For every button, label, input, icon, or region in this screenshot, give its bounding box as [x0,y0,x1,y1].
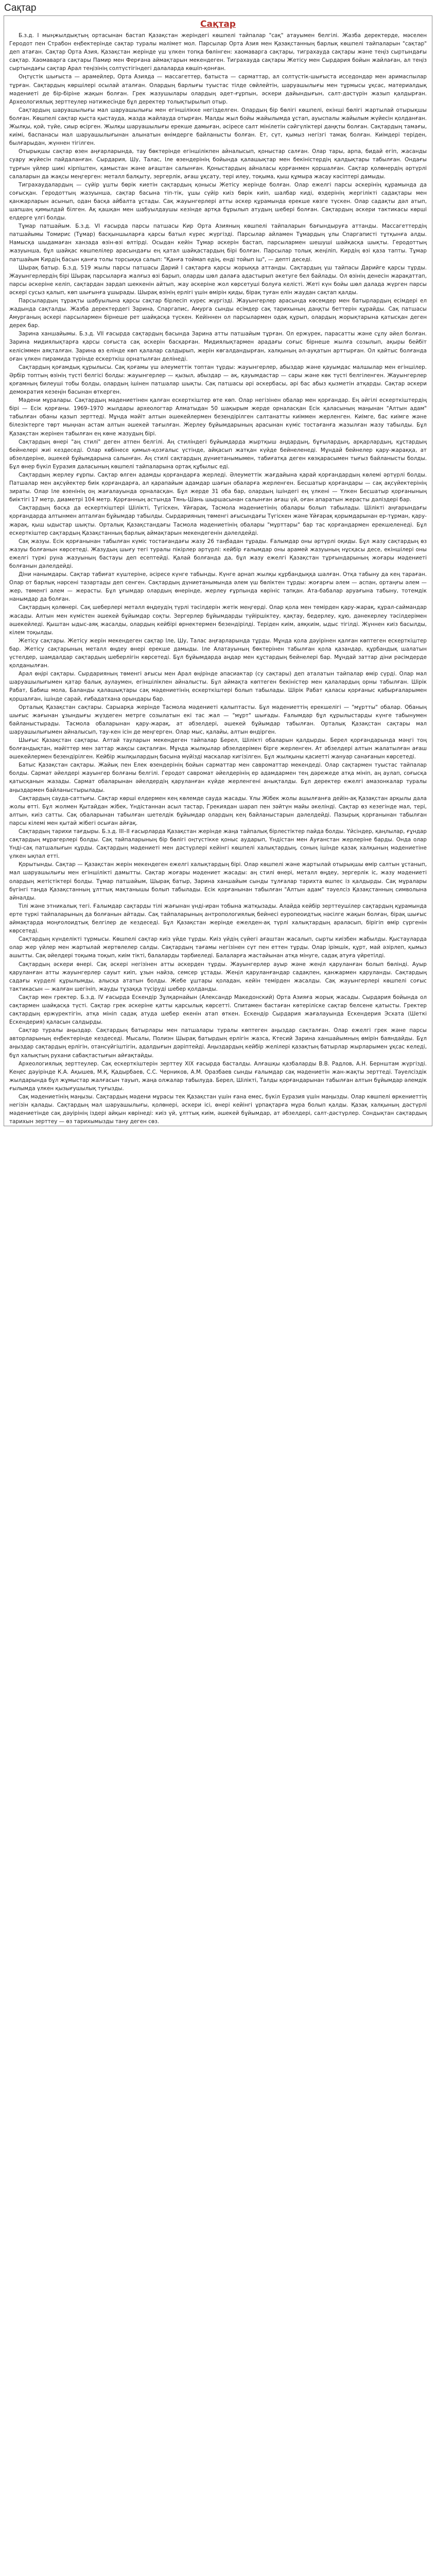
article-paragraph: Сақтардың қолөнерi. Сақ шеберлерi металл өңдеудiң түрлi тәсiлдерiн жетiк меңгердi. Олар қола мен темiрден қару-жарақ, құрал-саймандар жасады. Алтын мен күмiстен әшекей бұйымдар соқты. Зергерлер бұйымдарды түйiршiктеу, қақтау, бедерлеу, құю, дәнекерлеу тәсiлдерiмен әшекейледi. Қыштан ыдыс-аяқ жасалды, олардың кейбiрi өрнектермен безендiрiлдi. Терiден киiм, аяқкиiм, ыдыс тiгiлдi. Жүннен киiз басылды, кiлем тоқылды. [9,604,427,636]
article-paragraph: Шығыс Қазақстан сақтары. Алтай тауларын мекендеген тайпалар Берел, Шiлiктi обаларын қалдырды. Берел қорғандарында мәңгi тоң болғандықтан, мәйiттер мен заттар жақсы сақталған. Мұнда жылқылар әбзелдерiмен бiрге жерленген. Ат әбзелдерi алтын жалатылған ағаш әшекейлермен безендiрiлген. Кейбiр жылқылардың басына мүйiздi маскалар кигiзiлген. Бұл жылқыны қасиеттi жануар санағанын көрсетедi. [9,737,427,760]
article-paragraph: Арал өңiрi сақтары. Сырдарияның төменгi ағысы мен Арал өңiрiнде апасиактар (су сақтары) деп аталатын тайпалар өмiр сүрдi. Олар мал шаруашылығымен қатар балық аулаумен, егiншiлiкпен айналысты. Бұл аймақта көптеген бекiнiстер мен қалалардың орны табылған. Шiрiк Рабат, Бабиш мола, Баланды қалашықтары сақ мәдениетiнiң ескерткiштерi болып табылады. Шiрiк Рабат қаласы қорғаныс қабырғаларымен қоршалған, iшiнде сарай, ғибадатхана орындары бар. [9,671,427,702]
page-title: Сақтар [4,3,37,13]
article-paragraph: Батыс Қазақстан сақтары. Жайық пен Елек өзендерiнiң бойын сарматтар мен савроматтар мекендедi. Олар сақтармен туыстас тайпалар болды. Сармат әйелдерi жауынгер болғаны белгiлi. Геродот савромат әйелдерiнiң ер адамдармен тең дәрежеде атқа мiнiп, аң аулап, соғысқа қатысқанын жазады. Сармат обаларынан әйелдердiң қаруланған күйде жерленгенi анықталды. Бұл деректер ежелгi амазонкалар туралы аңыздармен байланыстырылады. [9,762,427,793]
article-paragraph: Парсылардың тұрақты шабуылына қарсы сақтар бiрлесiп күрес жүргiздi. Жауынгерлер арасында көсемдер мен батырлардың есiмдерi ел жадында сақталды. Жазба деректердегi Зарина, Спаргапис, Амурга сынды есiмдер сақ тарихының даңқты беттерiн құрайды. Сақ патшасы Амурганың әскерi парсылармен бiрнеше рет шайқасқа түскен. Кейiннен ол парсылармен одақ құрып, олардың жорықтарына қатысқан деген дерек бар. [9,298,427,329]
article-paragraph: Сақ мәдениетiнiң маңызы. Сақтардың мәдени мұрасы тек Қазақстан үшiн ғана емес, бүкiл Еуразия үшiн маңызды. Олар көшпелi өркениеттiң негiзiн қалады. Сақтардың мал шаруашылығы, қолөнерi, әскери iсi, өнерi кейiнгi ұрпақтарға мұра болып қалды. Қазақ халқының дәстүрлi мәдениетiнде сақ дәуiрiнiң iздерi айқын көрiнедi: киiз үй, ұлттық киiм, әшекей бұйымдар, ат әбзелдерi, салт-дәстүрлер. Сондықтан сақтардың тарихын зерттеу — өз тарихымызды тану деген сөз. [9,1094,427,1125]
article-paragraph: Сақтар мен гректер. Б.з.д. IV ғасырда Ескендiр Зұлқарнайын (Александр Македонский) Орта Азияға жорық жасады. Сырдария бойында ол сақтармен шайқасқа түстi. Сақтар грек әскерiне қатты қарсылық көрсеттi. Спитамен бастаған көтерiлiске сақтар белсене қатысты. Гректер сақтардың ержүректiгiн, атқа мiнiп садақ атуда шебер екенiн атап өткен. Ескендiр Сырдария жағалауында Ескендерия Эсхата (Шеткi Ескендерия) қаласын салдырды. [9,994,427,1026]
article-paragraph: Тiлi және этникалық тегi. Ғалымдар сақтарды тiлi жағынан үндi-иран тобына жатқызады. Алайда кейбiр зерттеушiлер сақтардың құрамында ерте түркi тайпаларының да болғанын айтады. Сақ тайпаларының антропологиялық бейнесi еуропеоидтық нәсiлге жақын болған, бiрақ шығыс аймақтарда моңғолоидтық белгiлер де кездеседi. Бұл Қазақстан жерiнде ежелден-ақ түрлi халықтардың араласып, бiрiгiп өмiр сүргенiн көрсетедi. [9,903,427,935]
article-paragraph: Тиграхаудалардың — сүйiр ұшты бөрiк киетiн сақтардың қонысы Жетiсу жерiнде болған. Олар ежелгi парсы әскерiнiң құрамында да соғысқан. Геродоттың жазуынша, сақтар басына тiп-тiк, ұшы сүйiр киiз бөрiк киiп, шалбар кидi, өздерiнiң жергiлiктi садақтары мен қанжарларын асынып, одан басқа айбалта ұстады. Сақ жауынгерлерi атты әскер құрамында ерекше көзге түскен. Олар садақты дәл атып, шапшаң қимылдай бiлген. Ақ қашқан мен шабуылдаушы кезiнде артқа бұрылып атудың шеберi болған. Сақтардың әскери тактикасы көршi елдерге үлгi болды. [9,181,427,222]
article-paragraph: Сақтардың шаруашылығы мал шаруашылығы мен егiншiлiкке негiзделген. Олардың бiр бөлiгi көшпелi, екiншi бөлiгi жартылай отырықшы болған. Көшпелi сақтар қыста қыстауда, жазда жайлауда отырған. Малды жыл бойы жайылымда ұстап, ауыспалы жайылым жүйесiн қолданған. Жылқы, қой, түйе, сиыр өсiрген. Жылқы шаруашылығы ерекше дамыған, әсiресе салт мiнiлетiн сәйгүлiктерi даңқты болған. Сақтардың тамағы, киiмi, баспанасы мал шаруашылығынан алынатын өнiмдерге байланысты болған. Ет, сүт, қымыз негiзгi тамақ болған. Киiмдерi терiден, былғарыдан, жүннен тiгiлген. [9,107,427,147]
article-paragraph: Сақтардың өнерi "аң стилi" деген атпен белгiлi. Аң стилiндегi бұйымдарда жыртқыш аңдардың, бұғылардың, арқарлардың, құстардың бейнелерi жиi кездеседi. Олар көбiнесе қимыл-қозғалыс үстiнде, айқасып жатқан күйде бейнеленедi. Мұндай бейнелер қару-жараққа, ат әбзелдерiне, әшекей бұйымдарына салынған. Аң стилi сақтардың дүниетанымымен, табиғатқа деген көзқарасымен тығыз байланысты болды. Бұл өнер бүкiл Еуразия даласының көшпелi тайпаларына ортақ құбылыс едi. [9,438,427,470]
article-body [9,31,427,1126]
article-paragraph: Тұмар патшайым. Б.з.д. VI ғасырда парсы патшасы Кир Орта Азияның көшпелi тайпаларын бағындыруға аттанды. Массагеттердiң патшайымы Томирис (Тұмар) басқыншыларға қарсы батыл күрес жүргiздi. Парсылар айламен Тұмардың ұлы Спаргапистi тұтқынға алды. Намысқа шыдамаған ханзада өзiн-өзi өлтiрдi. Осыдан кейiн Тұмар әскерiн бастап, парсылармен шешушi шайқасқа шықты. Геродоттың жазуынша, бұл шайқас көшпелiлер арасындағы ең қатал шайқастардың бiрi болған. Парсылар толық жеңiлiп, Кирдiң өзi қаза тапты. Тұмар патшайым Кирдiң басын қанға толы торсыққа салып: "Қанға тоймап едiң, ендi тойып iш", — дептi деседi. [9,223,427,263]
article-paragraph: Отырықшы сақтар өзен аңғарларында, тау бөктерiнде егiншiлiкпен айналысып, қоныстар салған. Олар тары, арпа, бидай егiп, жасанды суару жүйесiн пайдаланған. Сырдария, Шу, Талас, Iле өзендерiнiң бойында қалашықтар мен бекiнiстердiң қалдықтары табылған. Ондағы тұрғын үйлер шикi кiрпiштен, қамыстан және ағаштан салынған. Қоныстардың айналасы қорғанмен қоршалған. Сақтар қолөнердiң әртүрлi салаларын да жақсы меңгерген: металл балқыту, зергерлiк, ағаш ұқсату, терi илеу, тоқыма, қыш құмыра жасау кәсiптерi дамыды. [9,148,427,180]
article-paragraph: Орталық Қазақстан сақтары. Сарыарқа жерiнде Тасмола мәдениетi қалыптасты. Бұл мәдениеттiң ерекшелiгi — "мұртты" обалар. Обаның шығыс жағынан ұзындығы жүздеген метрге созылатын екi тас жал — "мұрт" шығады. Ғалымдар бұл құрылыстарды күнге табынумен байланыстырады. Тасмола обаларынан қару-жарақ, ат әбзелдерi, әшекей бұйымдар табылған. Орталық Қазақстан сақтары мал шаруашылығымен айналысып, тау-кен iсiн де меңгерген. Олар мыс, қалайы, алтын өндiрген. [9,704,427,735]
article-paragraph: Сақтардың жерлеу ғұрпы. Сақтар өлген адамды қорғандарға жерледi. Әлеуметтiк жағдайына қарай қорғандардың көлемi әртүрлi болды. Патшалар мен ақсүйектер биiк қорғандарға, ал қарапайым адамдар шағын обаларға жерленген. Бесшатыр қорғандары — сақ ақсүйектерiнiң зираты. Олар Iле өзенiнiң оң жағалауында орналасқан. Бұл жерде 31 оба бар, олардың iшiндегi ең үлкенi — Үлкен Бесшатыр қорғанының биiктiгi 17 метр, диаметрi 104 метр. Қорғанның астында Тянь-Шань шыршасынан салынған ағаш үй, оған апаратын жерасты дәлiздерi бар. [9,471,427,503]
article-paragraph: Шырақ батыр. Б.з.д. 519 жылы парсы патшасы Дарий I сақтарға қарсы жорыққа аттанды. Сақтардың үш тайпасы Дарийге қарсы тұрды. Жауынгерлердiң бiрi Шырақ парсыларға жалғыз өзi барып, оларды шөл далаға адастырып әкетуге бел байлады. Ол өзiнiң денесiн жарақаттап, парсы әскерiне келiп, сақтардан зардап шеккенiн айтып, жау әскерiне жол көрсетушi болуға келiстi. Жетi күн бойы шөл далада жүрген парсы әскерi сусыз қалып, көп шығынға ұшырады. Шырақ өзiнiң ерлiгi үшiн өмiрiн қиды, бiрақ туған елiн жаудан сақтап қалды. [9,264,427,296]
article-heading: Сақтар [200,19,236,29]
article-paragraph: Б.з.д. I мыңжылдықтың ортасынан бастап Қазақстан жерiндегi көшпелi тайпалар "сақ" атауымен белгiлi. Жазба деректерде, мәселен Геродот пен Страбон еңбектерiнде сақтар туралы мәлiмет мол. Парсылар Орта Азия мен Қазақстанның барлық көшпелi тайпаларын "сақтар" деп атаған. Сақтар Орта Азия, Қазақстан жерiнде үш үлкен топқа бөлiнген: хаомаварга сақтары, тиграхауда сақтары және теңiз сыртындағы сақтар. Хаомаварга сақтары Памир мен Ферғана аймақтарын мекендеген. Тиграхауда сақтары Жетiсу мен Сырдария бойын жайлаған, ал теңiз сыртындағы сақтар Арал теңiзiнiң солтүстiгiндегi далаларда көшiп-қонған. [9,32,427,72]
article-paragraph: Сақтар туралы аңыздар. Сақтардың батырлары мен патшалары туралы көптеген аңыздар сақталған. Олар ежелгi грек және парсы авторларының еңбектерiнде кездеседi. Мысалы, Полиэн Шырақ батырдың ерлiгiн жазса, Ктесий Зарина ханшайымның өмiрiн баяндайды. Бұл аңыздар сақтардың ерлiгiн, отансүйгiштiгiн, адалдығын дәрiптейдi. Аңыздардың кейбiр желiлерi қазақтың батырлар жырларымен ұқсас келедi, бұл халықтың рухани сабақтастығын айғақтайды. [9,1027,427,1059]
article-paragraph: Дiни нанымдары. Сақтар табиғат күштерiне, әсiресе күнге табынды. Күнге арнап жылқы құрбандыққа шалған. Отқа табыну да кең тараған. Олар от барлық нәрсенi тазартады деп сенген. Сақтардың дүниетанымында әлем үш бөлiктен тұрды: жоғарғы әлем — аспан, ортаңғы әлем — жер, төменгi әлем — жерасты. Бұл ұғымдар олардың өнерiнде, жерлеу ғұрпында көрiнiс тапқан. Ата-бабалар аруағына табыну, тотемдiк нанымдар да болған. [9,571,427,603]
article-paragraph: Сақтардың сауда-саттығы. Сақтар көршi елдермен кең көлемде сауда жасады. Ұлы Жiбек жолы ашылғанға дейiн-ақ Қазақстан арқылы дала жолы өттi. Бұл жолмен Қытайдан жiбек, Үндiстаннан асыл тастар, Грекиядан шарап пен зәйтүн майы әкелiндi. Сақтар өз кезегiнде мал, терi, алтын, киiз сатты. Сақ обаларынан табылған шетелдiк бұйымдар олардың кең байланыстарын дәлелдейдi. Пазырық қорғанынан табылған парсы кiлемi мен қытай жiбегi осыған айғақ. [9,795,427,826]
article-paragraph: Сақтардың басқа да ескерткiштерi Шiлiктi, Түгiскен, Ұйғарақ, Тасмола мәдениетiнiң обалары болып табылады. Шiлiктi аңғарындағы қорғандарда алтынмен апталған бұйымдар табылды. Сырдарияның төменгi ағысындағы Түгiскен және Ұйғарақ қорымдарынан ер-тұрман, қару-жарақ, қыш ыдыстар шықты. Орталық Қазақстандағы Тасмола мәдениетiнiң обалары "мұрттары" бар тас қорғандармен ерекшеленедi. Бұл ескерткiштер сақтардың Қазақстанның барлық аймақтарын мекендегенiн дәлелдейдi. [9,505,427,536]
article-paragraph: Қорытынды. Сақтар — Қазақстан жерiн мекендеген ежелгi халықтардың бiрi. Олар көшпелi және жартылай отырықшы өмiр салтын ұстанып, мал шаруашылығы мен егiншiлiктi дамытты. Сақтар жоғары мәдениет жасады: аң стилi өнерi, металл өңдеу, зергерлiк iс, жазу мәдениетi олардың жетiстiктерi болды. Тұмар патшайым, Шырақ батыр, Зарина ханшайым сынды тұлғалар тарихта өшпес iз қалдырды. Сақ мұралары бүгiнгi таңда Қазақстанның ұлттық мақтанышы болып табылады. Есiк қорғанынан табылған "Алтын адам" тәуелсiз Қазақстанның символына айналды. [9,861,427,901]
article-paragraph: Археологиялық зерттеулер. Сақ ескерткiштерiн зерттеу XIX ғасырда басталды. Алғашқы қазбаларды В.В. Радлов, А.Н. Бернштам жүргiздi. Кеңес дәуiрiнде К.А. Ақышев, М.Қ. Қадырбаев, С.С. Черников, А.М. Оразбаев сынды ғалымдар сақ мәдениетiн жан-жақты зерттедi. Тәуелсiздiк жылдарында бұл жұмыстар жалғасын тауып, жаңа олжалар табылуда. Берел, Шiлiктi, Талды қорғандарынан табылған алтын бұйымдар әлемдiк ғылымда үлкен қызығушылық туғызды. [9,1060,427,1092]
article-frame [4,15,432,1126]
article-paragraph: Оңтүстiк шығыста — арамейлер, Орта Азияда — массагеттер, батыста — сарматтар, ал солтүстiк-шығыста исседондар мен аримаспылар тұрған. Сақтардың көршiлерi осылай аталған. Олардың барлығы туыстас тiлде сөйлейтiн, шаруашылығы мен тұрмысы ұқсас, материалдық мәдениетi де бiр-бiрiне жақын болған. Грек жазушылары олардың әдет-ғұрпын, әскери дайындығын, салт-дәстүрiн жазып қалдырған. Археологиялық зерттеулер нәтижесiнде бұл деректер толықтырылып отыр. [9,74,427,105]
article-paragraph: Сақ жазуы. Есiк қорғанынан табылған күмiс тостағандағы жазу 26 таңбадан тұрады. Ғалымдар оны әртүрлi оқиды. Бұл жазу сақтардың өз жазуы болғанын көрсетедi. Жазудың шығу тегi туралы пiкiрлер әртүрлi: кейбiр ғалымдар оны арамей жазуының нұсқасы десе, екiншiлерi оны ежелгi түркi руна жазуының бастауы деп есептейдi. Қалай болғанда да, бұл жазу ежелгi Қазақстан тұрғындарының жоғары мәдениетi болғанын дәлелдейдi. [9,538,427,569]
article-paragraph: Сақтардың күнделiктi тұрмысы. Көшпелi сақтар киiз үйде тұрды. Киiз үйдiң сүйегi ағаштан жасалып, сырты киiзбен жабылды. Қыстауларда олар жер үйлер мен жартылай жертөлелер салды. Сақтардың тағамы негiзiнен сүт пен еттен тұрды. Олар iрiмшiк, құрт, май әзiрлеп, қымыз ашытты. Сақ әйелдерi тоқыма тоқып, киiм тiктi, балаларды тәрбиеледi. Балаларға жастайынан атқа мiнуге, садақ атуға үйретiлдi. [9,936,427,959]
article-paragraph: Сақтардың тарихи тағдыры. Б.з.д. III–II ғасырларда Қазақстан жерiнде жаңа тайпалық бiрлестiктер пайда болды. Үйсiндер, қаңлылар, ғұндар сақтардың мұрагерлерi болды. Сақ тайпаларының бiр бөлiгi оңтүстiкке қоныс аударып, Үндiстан мен Ауғанстан жерлерiне барды. Онда олар Үндi-сақ патшалығын құрды. Сақтардың мәдениетi мен дәстүрлерi кейiнгi көшпелi халықтардың, соның iшiнде қазақ халқының мәдениетiне үлкен ықпал еттi. [9,828,427,860]
article-paragraph: Мәдени мұралары. Сақтардың мәдениетiнен қалған ескерткiштер өте көп. Олар негiзiнен обалар мен қорғандар. Ең әйгiлi ескерткiштердiң бiрi — Есiк қорғаны. 1969–1970 жылдары археологтар Алматыдан 50 шақырым жерде орналасқан Есiк қаласының маңынан "Алтын адам" табылған обаны қазып зерттедi. Мұнда мәйiт алтын әшекейлермен безендiрiлген салтанатты киiммен жерленген. Киiмге, бас киiмге және бiлезiктерге төрт мыңнан астам алтын әшекей тағылған. Жерлеу бұйымдарының арасынан күмiс тостағанға жазылған жазу табылды. Бұл Қазақстан жерiнен табылған ең көне жазудың бiрi. [9,397,427,437]
article-paragraph: Сақтардың әскери өнерi. Сақ әскерi негiзiнен атты әскерден тұрды. Жауынгерлер ауыр және жеңiл қаруланған болып бөлiндi. Ауыр қаруланған атты жауынгерлер сауыт киiп, ұзын найза, семсер ұстады. Жеңiл қаруланғандар садақпен, қанжармен қаруланды. Сақтардың садағы күрделi құрылымды, алысқа ататын болды. Жебе ұштары қоладан, кейiн темiрден жасалды. Сақ жауынгерлерi көшпелi соғыс тактикасын — жалған шегiнiп, жауды тұзаққа түсiрудi шебер қолданды. [9,961,427,992]
article-paragraph: Сақтардың қоғамдық құрылысы. Сақ қоғамы үш әлеуметтiк топтан тұрды: жауынгерлер, абыздар және қауымдас малшылар мен егiншiлер. Әрбiр топтың өзiнiң түстi белгiсi болды: жауынгерлер — қызыл, абыздар — ақ, қауымдастар — сары және көк түстi белгiленген. Жауынгерлер қоғамның билеушi тобы болды, олардың iшiнен патшалар шықты. Сақ патшасы әрi әскербасы, әрi бас абыз қызметiн атқарды. Сақтар әскери демократия кезеңiн басынан өткерген. [9,364,427,396]
article-paragraph: Зарина ханшайымы. Б.з.д. VII ғасырда сақтардың басында Зарина атты патшайым тұрған. Ол ержүрек, парасатты және сұлу әйел болған. Зарина мидиялықтарға қарсы соғыста сақ әскерiн басқарған. Мидиялықтармен арадағы соғыс бiрнеше жылға созылып, ақыры бейбiт келiсiммен аяқталған. Зарина өз елiнде көп қалалар салдырып, жерiн көгалдандырған, халқының әл-ауқатын арттырған. Ол қайтыс болғанда оған үлкен пирамида түрiнде ескерткiш орнатылған делiнедi. [9,331,427,362]
article-paragraph: Жетiсу сақтары. Жетiсу жерiн мекендеген сақтар Iле, Шу, Талас аңғарларында тұрды. Мұнда қола дәуiрiнен қалған көптеген ескерткiштер бар. Жетiсу сақтарының металл өңдеу өнерi ерекше дамыды. Iле Алатауының бөктерiнен табылған қола қазандар, құрбандық шалатын үстелдер, шамдалдар сақтардың шеберлiгiн көрсетедi. Бұл бұйымдарда аңдар мен құстардың бейнелерi бар. Мұндай заттар дiни рәсiмдерде қолданылған. [9,637,427,669]
